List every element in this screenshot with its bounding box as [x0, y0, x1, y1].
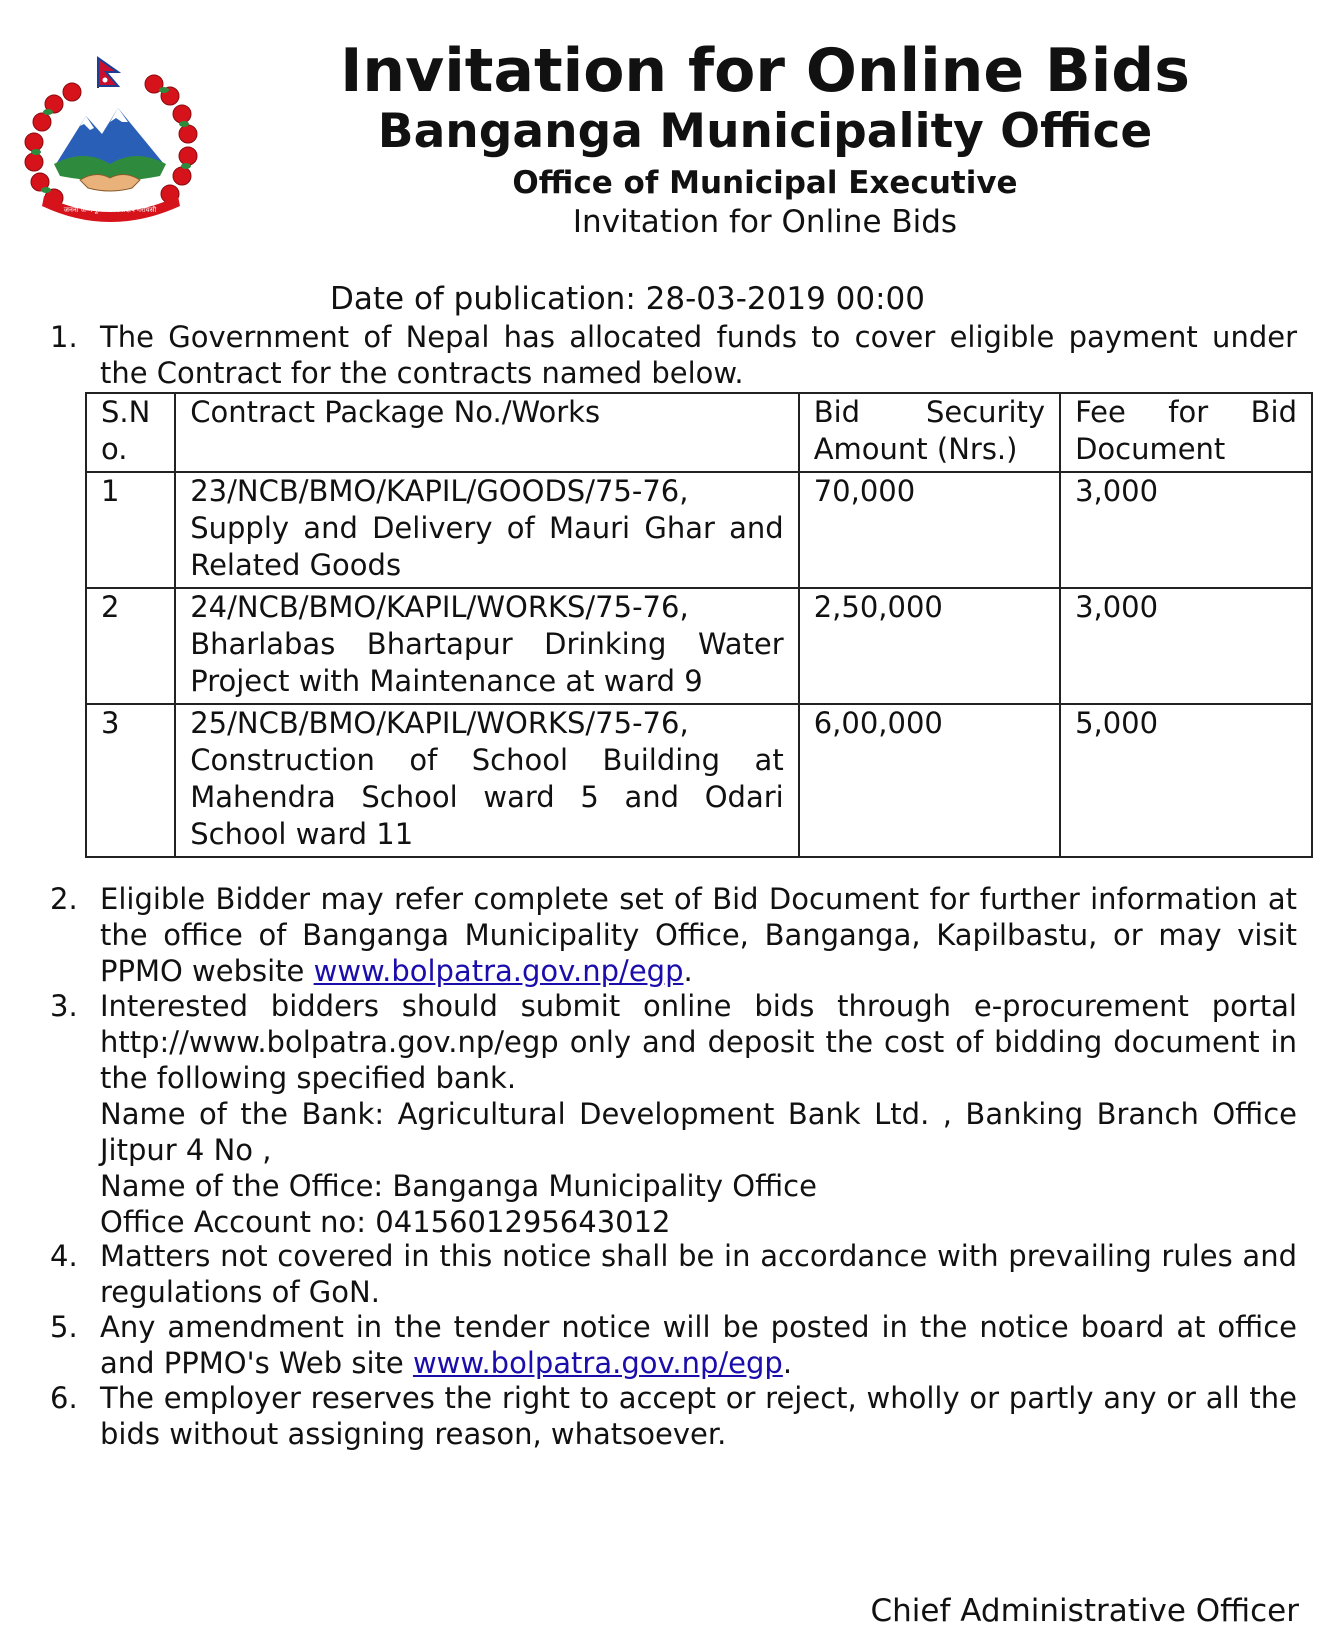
- table-row: [86, 472, 1312, 588]
- item-text: The Government of Nepal has allocated funds to cover eligible payment under the Contract for the contracts named below.: [100, 320, 1297, 390]
- list-item-2: [50, 881, 1297, 989]
- list-item-3: [50, 988, 1297, 1240]
- item-text-part: .: [782, 1346, 793, 1380]
- item-number: 2.: [50, 882, 78, 916]
- signature: Chief Administrative Officer: [870, 1593, 1299, 1629]
- header-sn: S.No.: [86, 393, 175, 472]
- item-text: [100, 1309, 1297, 1381]
- cell-work: 25/NCB/BMO/KAPIL/WORKS/75-76, Construction of School Building at Mahendra School ward 5 and Odari School ward 11: [175, 704, 798, 857]
- item-text-part: Eligible Bidder may refer complete set of Bid Document for further information at the office of Banganga Municipality Office, Banganga, Kapilbastu, or may visit PPMO website: [100, 882, 1297, 988]
- cell-work: 24/NCB/BMO/KAPIL/WORKS/75-76, Bharlabas Bhartapur Drinking Water Project with Maintenance at ward 9: [175, 588, 798, 704]
- office-name: Banganga Municipality Office: [377, 104, 1153, 159]
- item-text: Interested bidders should submit online bids through e-procurement portal http://www.bolpatra.gov.np/egp only and deposit the cost of bidding document in the following specified bank.: [100, 989, 1297, 1095]
- office-name-line: Name of the Office: Banganga Municipality Office: [100, 1169, 817, 1203]
- list-item-6: [50, 1380, 1297, 1452]
- notice-subtitle: Invitation for Online Bids: [572, 204, 958, 240]
- item-text: The employer reserves the right to accept or reject, wholly or partly any or all the bids without assigning reason, whatsoever.: [100, 1381, 1297, 1451]
- cell-security: 70,000: [799, 472, 1060, 588]
- cell-security: 2,50,000: [799, 588, 1060, 704]
- executive-office: Office of Municipal Executive: [512, 165, 1018, 201]
- cell-sn: 3: [86, 704, 175, 857]
- bolpatra-link[interactable]: www.bolpatra.gov.np/egp: [412, 1346, 783, 1380]
- item-number: 3.: [50, 989, 78, 1023]
- cell-fee: 3,000: [1060, 472, 1312, 588]
- cell-sn: 2: [86, 588, 175, 704]
- bank-name: Name of the Bank: Agricultural Development Bank Ltd. , Banking Branch Office Jitpur 4 No ,: [100, 1097, 1297, 1167]
- header-fee: Fee for Bid Document: [1060, 393, 1312, 472]
- table-row: [86, 704, 1312, 857]
- list-item-5: [50, 1309, 1297, 1381]
- publication-date: Date of publication: 28-03-2019 00:00: [330, 281, 925, 317]
- nepal-emblem-icon: [14, 52, 206, 222]
- header-security: Bid Security Amount (Nrs.): [799, 393, 1060, 472]
- list-item-4: [50, 1238, 1297, 1310]
- item-number: 6.: [50, 1381, 78, 1415]
- bid-table: [85, 392, 1313, 858]
- item-number: 5.: [50, 1310, 78, 1344]
- bolpatra-link[interactable]: www.bolpatra.gov.np/egp: [313, 954, 684, 988]
- item-text: Matters not covered in this notice shall be in accordance with prevailing rules and regulations of GoN.: [100, 1239, 1297, 1309]
- cell-work: 23/NCB/BMO/KAPIL/GOODS/75-76, Supply and Delivery of Mauri Ghar and Related Goods: [175, 472, 798, 588]
- flag-icon: [98, 58, 118, 88]
- item-number: 4.: [50, 1239, 78, 1273]
- page-title: Invitation for Online Bids: [340, 36, 1190, 106]
- cell-fee: 5,000: [1060, 704, 1312, 857]
- table-row: [86, 588, 1312, 704]
- cell-sn: 1: [86, 472, 175, 588]
- cell-security: 6,00,000: [799, 704, 1060, 857]
- item-text-part: .: [683, 954, 693, 988]
- list-item-1: [50, 319, 1297, 391]
- item-number: 1.: [50, 320, 78, 354]
- emblem-motto: जननी जन्मभूमिश्च स्वर्गादपि गरीयसी: [63, 206, 157, 214]
- item-text-part: Any amendment in the tender notice will be posted in the notice board at office and PPMO's Web site: [100, 1310, 1297, 1380]
- table-header-row: [86, 393, 1312, 472]
- header-work: Contract Package No./Works: [175, 393, 798, 472]
- mountain-icon: [56, 108, 164, 164]
- account-number: Office Account no: 0415601295643012: [100, 1205, 671, 1239]
- item-text: [100, 881, 1297, 989]
- cell-fee: 3,000: [1060, 588, 1312, 704]
